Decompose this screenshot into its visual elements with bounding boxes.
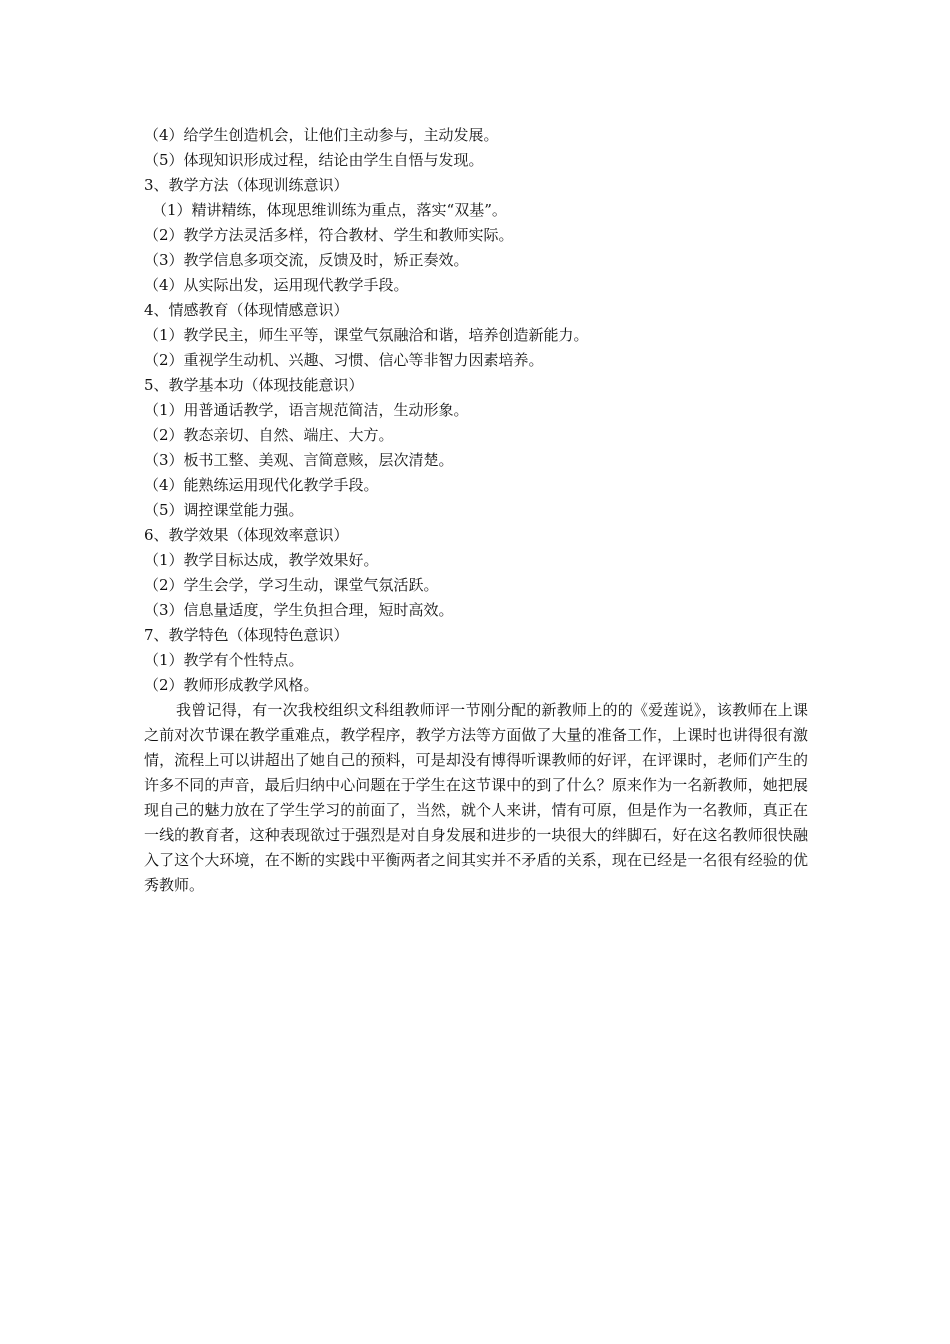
- list-item-3-information-exchange: （3）教学信息多项交流，反馈及时，矫正奏效。: [144, 251, 469, 269]
- section-heading-teaching-methods: 3、教学方法（体现训练意识）: [144, 176, 349, 194]
- section-heading-teaching-effect: 6、教学效果（体现效率意识）: [144, 526, 349, 544]
- list-item-1-democratic-teaching: （1）教学民主，师生平等，课堂气氛融洽和谐，培养创造新能力。: [144, 326, 589, 344]
- section-heading-emotional-education: 4、情感教育（体现情感意识）: [144, 301, 349, 319]
- list-item-2-non-intellectual-factors: （2）重视学生动机、兴趣、习惯、信心等非智力因素培养。: [144, 351, 544, 369]
- list-item-2-flexible-methods: （2）教学方法灵活多样，符合教材、学生和教师实际。: [144, 226, 514, 244]
- document-body: [144, 123, 808, 913]
- list-item-4-modern-skills: （4）能熟练运用现代化教学手段。: [144, 476, 379, 494]
- list-item-1-goals-achieved: （1）教学目标达成，教学效果好。: [144, 551, 379, 569]
- anecdote-paragraph: 我曾记得，有一次我校组织文科组教师评一节刚分配的新教师上的的《爱莲说》，该教师在上课之前对次节课在教学重难点，教学程序，教学方法等方面做了大量的准备工作，上课时也讲得很有激情，流程上可以讲超出了她自己的预料，可是却没有博得听课教师的好评，在评课时，老师们产生的许多不同的声音，最后归纳中心问题在于学生在这节课中的到了什么？原来作为一名新教师，她把展现自己的魅力放在了学生学习的前面了，当然，就个人来讲，情有可原，但是作为一名教师，真正在一线的教育者，这种表现欲过于强烈是对自身发展和进步的一块很大的绊脚石，好在这名教师很快融入了这个大环境，在不断的实践中平衡两者之间其实并不矛盾的关系，现在已经是一名很有经验的优秀教师。: [144, 701, 808, 894]
- list-item-3-blackboard: （3）板书工整、美观、言简意赅，层次清楚。: [144, 451, 454, 469]
- list-item-3-efficiency: （3）信息量适度，学生负担合理，短时高效。: [144, 601, 454, 619]
- list-item-2-demeanor: （2）教态亲切、自然、端庄、大方。: [144, 426, 394, 444]
- list-item-5-class-control: （5）调控课堂能力强。: [144, 501, 304, 519]
- section-heading-teaching-features: 7、教学特色（体现特色意识）: [144, 626, 349, 644]
- section-heading-basic-skills: 5、教学基本功（体现技能意识）: [144, 376, 364, 394]
- list-item-1-concise-teaching: （1）精讲精练，体现思维训练为重点，落实“双基”。: [152, 201, 507, 219]
- list-item-2-teaching-style: （2）教师形成教学风格。: [144, 676, 319, 694]
- list-item-5-knowledge-process: （5）体现知识形成过程，结论由学生自悟与发现。: [144, 151, 484, 169]
- list-item-4-modern-tools: （4）从实际出发，运用现代教学手段。: [144, 276, 409, 294]
- list-item-1-personality: （1）教学有个性特点。: [144, 651, 304, 669]
- list-item-1-mandarin: （1）用普通话教学，语言规范简洁，生动形象。: [144, 401, 469, 419]
- list-item-4-opportunity: （4）给学生创造机会，让他们主动参与，主动发展。: [144, 126, 499, 144]
- list-item-2-active-learning: （2）学生会学，学习生动，课堂气氛活跃。: [144, 576, 439, 594]
